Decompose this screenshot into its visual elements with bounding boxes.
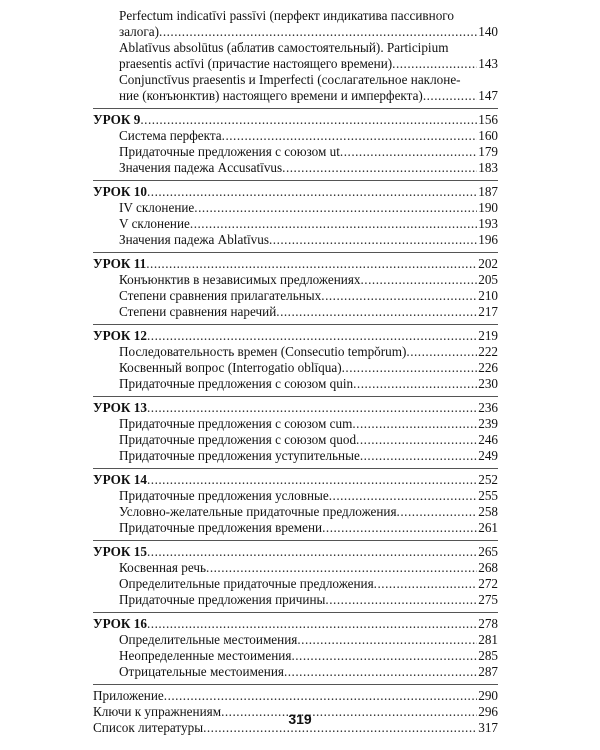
toc-entry-text: Система перфекта [119,128,222,143]
table-of-contents [93,8,498,736]
toc-entry-text: УРОК 14 [93,472,147,487]
toc-page: 255 [478,488,498,503]
toc-page: 160 [478,128,498,143]
leader-dots [269,232,477,248]
toc-page: 287 [478,664,498,679]
toc-entry[interactable] [93,360,498,376]
toc-page: 140 [478,24,498,39]
leader-dots [356,432,477,448]
leader-dots [190,216,477,232]
leader-dots [297,632,477,648]
toc-entry-text: Определительные местоимения [119,632,298,647]
toc-entry-text: УРОК 15 [93,544,147,559]
toc-page: 210 [478,288,498,303]
toc-entry-text: Косвенная речь [119,560,207,575]
lesson-block [93,184,498,253]
toc-entry-text: ние (конъюнктив) настоящего времени и имперфекта) [119,88,423,103]
toc-entry[interactable] [93,272,498,288]
toc-entry[interactable] [93,488,498,504]
leader-dots [147,472,477,488]
toc-page: 239 [478,416,498,431]
leader-dots [353,376,477,392]
toc-entry[interactable] [93,304,498,320]
leader-dots [194,200,477,216]
toc-page: 281 [478,632,498,647]
leader-dots [361,272,478,288]
toc-entry-text: Придаточные предложения уступительные [119,448,360,463]
appendix-entry[interactable] [93,688,498,704]
toc-entry-text: Ключи к упражнениям [93,704,222,719]
leader-dots [406,344,477,360]
toc-entry[interactable] [93,344,498,360]
toc-page: 249 [478,448,498,463]
toc-entry-ablativus-absolutus[interactable] [93,40,498,72]
toc-page: 236 [478,400,498,415]
divider [93,392,498,397]
leader-dots [147,184,477,200]
toc-entry-text: Придаточные предложения времени [119,520,323,535]
toc-entry-line: Perfectum indicatīvi passīvi (перфект индикатива пассивного [119,8,454,23]
toc-page: 265 [478,544,498,559]
toc-entry-text: Придаточные предложения с союзом quin [119,376,354,391]
toc-entry[interactable] [93,216,498,232]
toc-entry[interactable] [93,592,498,608]
toc-entry[interactable] [93,232,498,248]
toc-page: 156 [478,112,498,127]
divider [93,680,498,685]
toc-entry-text: Значения падежа Ablatīvus [119,232,269,247]
page-number: 319 [288,711,312,727]
toc-entry-text: Неопределенные местоимения [119,648,292,663]
toc-entry-line: Conjunctīvus praesentis и Imperfecti (сослагательное наклоне- [119,72,461,87]
toc-entry[interactable] [93,432,498,448]
toc-entry[interactable] [93,416,498,432]
leader-dots [276,304,477,320]
toc-page: 183 [478,160,498,175]
toc-page: 202 [478,256,498,271]
toc-entry-text: V склонение [119,216,190,231]
toc-page: 272 [478,576,498,591]
toc-entry-text: УРОК 9 [93,112,141,127]
divider [93,536,498,541]
toc-entry-text: IV склонение [119,200,195,215]
leader-dots [352,416,477,432]
toc-entry-conjunctivus[interactable] [93,72,498,104]
toc-entry-text: Значения падежа Accusatīvus [119,160,283,175]
toc-entry-text: УРОК 13 [93,400,147,415]
toc-page: 147 [478,88,498,103]
lesson-heading[interactable] [93,616,498,632]
lesson-block [93,544,498,613]
toc-page: 258 [478,504,498,519]
leader-dots [423,88,477,104]
toc-page: 230 [478,376,498,391]
leader-dots [206,560,477,576]
toc-entry-perfectum[interactable] [93,8,498,40]
toc-entry[interactable] [93,200,498,216]
toc-entry[interactable] [93,648,498,664]
toc-page: 143 [478,56,498,71]
leader-dots [342,360,478,376]
toc-entry-text: Придаточные предложения с союзом cum [119,416,353,431]
leader-dots [147,544,477,560]
toc-entry[interactable] [93,576,498,592]
toc-entry[interactable] [93,376,498,392]
leader-dots [147,616,477,632]
leader-dots [146,256,477,272]
lesson-heading[interactable] [93,472,498,488]
toc-entry-text: Придаточные предложения с союзом ut [119,144,340,159]
toc-entry[interactable] [93,520,498,536]
toc-entry[interactable] [93,160,498,176]
lesson-block [93,616,498,685]
toc-entry-text: Приложение [93,688,164,703]
lesson-heading[interactable] [93,256,498,272]
divider [93,320,498,325]
leader-dots [147,328,477,344]
toc-page: 205 [478,272,498,287]
lesson-heading[interactable] [93,400,498,416]
toc-page: 246 [478,432,498,447]
toc-entry-text: Степени сравнения наречий [119,304,277,319]
leader-dots [222,128,478,144]
leader-dots [325,592,477,608]
toc-entry-text: Степени сравнения прилагательных [119,288,322,303]
lesson-heading[interactable] [93,184,498,200]
toc-page: 179 [478,144,498,159]
toc-entry-text: УРОК 16 [93,616,147,631]
toc-page: 285 [478,648,498,663]
leader-dots [392,56,477,72]
leader-dots [340,144,477,160]
toc-page: 275 [478,592,498,607]
divider [93,248,498,253]
toc-page: 222 [478,344,498,359]
toc-entry-text: Последовательность времен (Consecutio tempŏrum) [119,344,407,359]
divider [93,464,498,469]
toc-entry-line: Ablatīvus absolūtus (аблатив самостоятельный). Participium [119,40,449,55]
lesson-heading[interactable] [93,112,498,128]
leader-dots [284,664,477,680]
toc-page: 278 [478,616,498,631]
toc-entry[interactable] [93,560,498,576]
toc-entry-text: praesentis actīvi (причастие настоящего времени) [119,56,393,71]
toc-page: 217 [478,304,498,319]
toc-entry[interactable] [93,664,498,680]
toc-entry-text: Отрицательные местоимения [119,664,284,679]
toc-page: 219 [478,328,498,343]
toc-page: 226 [478,360,498,375]
toc-page: 268 [478,560,498,575]
toc-entry-text: УРОК 10 [93,184,147,199]
toc-entry[interactable] [93,144,498,160]
toc-entry[interactable] [93,128,498,144]
leader-dots [321,288,477,304]
toc-page: 196 [478,232,498,247]
toc-entry[interactable] [93,448,498,464]
lesson-block [93,328,498,397]
leader-dots [374,576,478,592]
lesson-heading[interactable] [93,544,498,560]
toc-entry[interactable] [93,504,498,520]
leader-dots [397,504,478,520]
leader-dots [329,488,478,504]
toc-entry[interactable] [93,288,498,304]
toc-entry-text: Придаточные предложения причины [119,592,326,607]
toc-page: 187 [478,184,498,199]
toc-page: 317 [478,720,498,735]
leader-dots [360,448,477,464]
divider [93,608,498,613]
lesson-block [93,400,498,469]
leader-dots [147,400,477,416]
divider [93,176,498,181]
toc-entry-text: Придаточные предложения с союзом quod [119,432,357,447]
toc-entry-text: Косвенный вопрос (Interrogatio oblīqua) [119,360,342,375]
toc-entry-text: Определительные придаточные предложения [119,576,374,591]
toc-page: 290 [478,688,498,703]
toc-entry-text: Придаточные предложения условные [119,488,329,503]
toc-entry[interactable] [93,632,498,648]
leader-dots [164,688,477,704]
lesson-block [93,256,498,325]
toc-page: 252 [478,472,498,487]
toc-page: 193 [478,216,498,231]
toc-entry-text: УРОК 11 [93,256,147,271]
leader-dots [159,24,477,40]
leader-dots [282,160,477,176]
toc-entry-text: Конъюнктив в независимых предложениях [119,272,361,287]
toc-page: 190 [478,200,498,215]
leader-dots [291,648,477,664]
toc-entry-text: Условно-желательные придаточные предложения [119,504,397,519]
toc-page: 261 [478,520,498,535]
toc-entry-text: залога) [119,24,160,39]
divider [93,104,498,109]
lesson-block [93,112,498,181]
lesson-block [93,472,498,541]
lessons-list [93,112,498,685]
toc-page: 296 [478,704,498,719]
leader-dots [322,520,477,536]
toc-entry-text: Список литературы [93,720,204,735]
leader-dots [140,112,477,128]
lesson-heading[interactable] [93,328,498,344]
toc-entry-text: УРОК 12 [93,328,147,343]
